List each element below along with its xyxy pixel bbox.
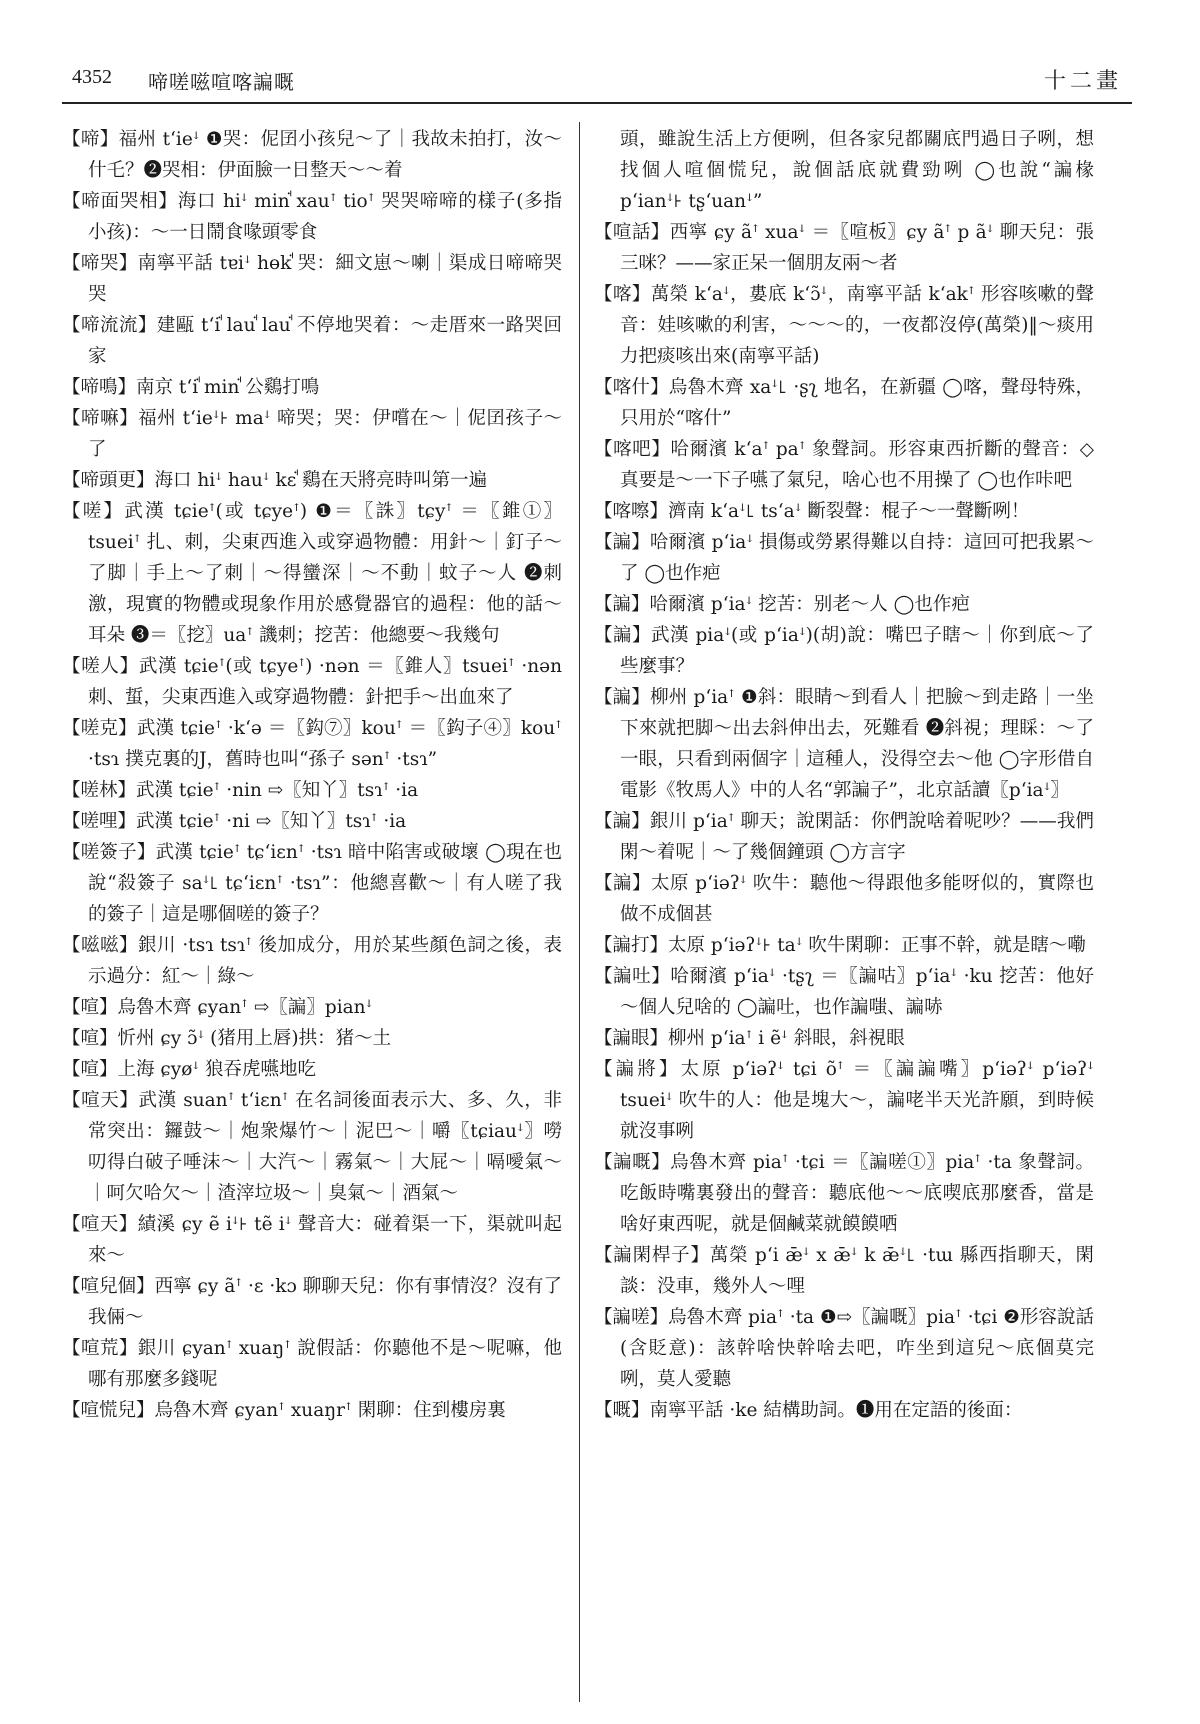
dictionary-entry: [62, 248, 562, 310]
entry-headword: 【喧】: [62, 1059, 118, 1080]
dictionary-entry: [62, 837, 562, 930]
entry-text: 烏魯木齊 ɕyanꜛ ⇨〖諞〗pianꜜ: [117, 997, 373, 1018]
entry-text: 西寧 ɕy ãꜛ ·ɛ ·kɔ 聊聊天兒：你有事情沒？沒有了我倆～: [88, 1276, 562, 1328]
dictionary-entry: [594, 682, 1094, 806]
entry-headword: 【啼鳴】: [62, 377, 137, 398]
entry-headword: 【啼面哭相】: [62, 191, 178, 212]
entry-text: 太原 pʻiəʔꜜ꜔ taꜜ 吹牛閑聊：正事不幹，就是瞎～嘞: [668, 935, 1086, 956]
entry-headword: 【啼流流】: [62, 315, 157, 336]
entry-headword: 【嗟克】: [62, 718, 137, 739]
dictionary-entry: [62, 1085, 562, 1209]
entry-text: 銀川 ·tsɿ tsɿꜛ 後加成分，用於某些顏色詞之後，表示過分：紅～｜綠～: [88, 935, 562, 987]
entry-text: 武漢 piaꜜ(或 pʻiaꜜ)(胡)說：嘴巴子瞎～｜你到底～了些麼事？: [620, 625, 1094, 677]
left-column: [62, 124, 562, 1426]
entry-headword: 【諞】: [594, 811, 650, 832]
dictionary-entry: [594, 279, 1094, 372]
entry-text: 武漢 tɕieꜛ tɕʻiɛnꜛ ·tsɿ 暗中陷害或破壞 ◯現在也說“殺簽子 saꜜ꜖ tɕʻiɛnꜛ ·tsɿ”：他總喜歡～｜有人嗟了我的簽子｜這是哪個嗟的簽子？: [88, 842, 562, 925]
entry-headword: 【喧話】: [594, 222, 670, 243]
dictionary-entry: [594, 961, 1094, 1023]
entry-text: 南寧平話 ·ke 結構助詞。❶用在定語的後面：: [649, 1400, 1023, 1421]
entry-headword: 【喧】: [62, 997, 118, 1018]
column-divider: [579, 122, 580, 1702]
entry-text: 萬榮 kʻaꜜ，婁底 kʻɔ̃ꜜ，南寧平話 kʻakꜛ 形容咳嗽的聲音：娃咳嗽的利害，～～～的，一夜都沒停(萬榮)‖～痰用力把痰咳出來(南寧平話): [620, 284, 1094, 367]
entry-text: 哈爾濱 kʻaꜛ paꜛ 象聲詞。形容東西折斷的聲音：◇真要是～一下子嚥了氣兒，啥心也不用操了 ◯也作咔吧: [620, 439, 1094, 491]
entry-text: 哈爾濱 pʻiaꜜ ·tʂʅ ＝〖諞咕〗pʻiaꜜ ·ku 挖苦：他好～個人兒啥的 ◯諞吐，也作諞嗤、諞哧: [620, 966, 1094, 1018]
entry-headword: 【嗟人】: [62, 656, 139, 677]
entry-headword: 【諞】: [594, 687, 651, 708]
dictionary-entry: [594, 1395, 1094, 1426]
entry-text: 太原 pʻiəʔꜜ tɕi õꜛ ＝〖諞諞嘴〗pʻiəʔꜜ pʻiəʔꜜ tsueiꜜ 吹牛的人：他是塊大～，諞咾半天光許願，到時候就沒事咧: [620, 1059, 1094, 1142]
entry-text: 福州 tʻieꜜ꜔ maꜜ 啼哭；哭：伊嚐在～｜伲囝孩子～了: [88, 408, 562, 460]
dictionary-entry: [62, 930, 562, 992]
entry-text: 武漢 tɕieꜛ(或 tɕyeꜛ) ·nən ＝〖錐人〗tsueiꜛ ·nən 刺、蜇，尖東西進入或穿過物體：針把手～出血來了: [88, 656, 562, 708]
dictionary-entry: [62, 310, 562, 372]
entry-headword: 【諞】: [594, 873, 651, 894]
entry-text: 南京 tʻiꜗ minꜗ 公鷄打鳴: [136, 377, 320, 398]
entry-headword: 【嗟林】: [62, 780, 137, 801]
header-characters: 啼嗟嗞喧喀諞嘅: [148, 70, 295, 94]
page-number: 4352: [72, 66, 112, 88]
dictionary-entry: [594, 372, 1094, 434]
dictionary-entry: [62, 124, 562, 186]
entry-headword: 【喧天】: [62, 1214, 138, 1235]
dictionary-entry: [594, 527, 1094, 589]
dictionary-entry: [62, 403, 562, 465]
dictionary-entry: [62, 1395, 562, 1426]
entry-headword: 【諞】: [594, 594, 650, 615]
entry-headword: 【諞】: [594, 625, 652, 646]
entry-text: 武漢 tɕieꜛ ·nin ⇨〖知丫〗tsɿꜛ ·ia: [136, 780, 419, 801]
dictionary-entry: [594, 868, 1094, 930]
dictionary-entry: [62, 465, 562, 496]
dictionary-entry: [62, 713, 562, 775]
entry-text: 武漢 tɕieꜛ ·kʻə ＝〖鈎⑦〗kouꜛ ＝〖鈎子④〗kouꜛ ·tsɿ 撲克裏的J，舊時也叫“孫子 sənꜛ ·tsɿ”: [88, 718, 562, 770]
entry-headword: 【喀】: [594, 284, 651, 305]
entry-headword: 【喧兒個】: [62, 1276, 155, 1297]
dictionary-entry: [62, 1271, 562, 1333]
entry-headword: 【諞】: [594, 532, 650, 553]
entry-text: 武漢 tɕieꜛ(或 tɕyeꜛ) ❶＝〖誅〗tɕyꜛ ＝〖錐①〗tsueiꜛ 扎、刺，尖東西進入或穿過物體：用針～｜釘子～了脚｜手上～了刺｜～得蠻深｜～不動｜蚊子～人 ❷刺激，現實的物體或現象作用於感覺器官的過程：他的話～耳朵 ❸＝〖挖〗uaꜛ 譏刺；挖苦：他總要～我幾句: [88, 501, 562, 646]
entry-headword: 【啼嘛】: [62, 408, 139, 429]
dictionary-entry: [594, 496, 1094, 527]
dictionary-entry: [594, 1054, 1094, 1147]
dictionary-entry: [62, 496, 562, 651]
dictionary-entry: [594, 434, 1094, 496]
entry-text: 南寧平話 tɐiꜜ hɵkꜗ 哭：細文崽～喇｜渠成日啼啼哭哭: [88, 253, 562, 305]
entry-text: 建甌 tʻiꜗ lauꜗ lauꜗ 不停地哭着：～走厝來一路哭回家: [88, 315, 562, 367]
entry-text: 烏魯木齊 piaꜛ ·tɕi ＝〖諞嗟①〗piaꜛ ·ta 象聲詞。吃飯時嘴裏發出的聲音：聽底他～～底喫底那麼香，當是啥好東西呢，就是個鹹菜就饃饃哂: [620, 1152, 1094, 1235]
dictionary-entry: [62, 1023, 562, 1054]
dictionary-entry: [62, 1054, 562, 1085]
dictionary-entry: [594, 124, 1094, 217]
entry-text: 哈爾濱 pʻiaꜜ 挖苦：别老～人 ◯也作疤: [649, 594, 970, 615]
entry-headword: 【諞吐】: [594, 966, 671, 987]
entry-text: 柳州 pʻiaꜛ ❶斜：眼睛～到看人｜把臉～到走路｜一坐下來就把脚～出去斜伸出去，死難看 ❷斜視；理睬：～了一眼，只看到兩個字｜這種人，没得空去～他 ◯字形借自電影《牧馬人》中的人名“郭諞子”，北京話讀〖pʻiaꜜ〗: [620, 687, 1094, 801]
entry-text: 烏魯木齊 piaꜛ ·ta ❶⇨〖諞嘅〗piaꜛ ·tɕi ❷形容說話(含貶意)：該幹啥快幹啥去吧，咋坐到這兒～底個莫完咧，莫人愛聽: [620, 1307, 1094, 1390]
dictionary-entry: [594, 1240, 1094, 1302]
entry-headword: 【嗟簽子】: [62, 842, 156, 863]
dictionary-entry: [594, 1147, 1094, 1240]
entry-headword: 【喀什】: [594, 377, 669, 398]
entry-headword: 【諞閑桿子】: [594, 1245, 710, 1266]
entry-headword: 【喧】: [62, 1028, 118, 1049]
dictionary-entry: [62, 651, 562, 713]
entry-text: 武漢 tɕieꜛ ·ni ⇨〖知丫〗tsɿꜛ ·ia: [136, 811, 407, 832]
dictionary-entry: [62, 186, 562, 248]
entry-headword: 【喧荒】: [62, 1338, 138, 1359]
entry-text: 哈爾濱 pʻiaꜜ 損傷或勞累得難以自持：這回可把我累～了 ◯也作疤: [620, 532, 1094, 584]
entry-text: 忻州 ɕy ɔ̃ꜜ (猪用上唇)拱：猪～土: [117, 1028, 392, 1049]
entry-text: 上海 ɕyøꜜ 狼吞虎嚥地吃: [117, 1059, 317, 1080]
entry-headword: 【喧天】: [62, 1090, 139, 1111]
entry-headword: 【諞嘅】: [594, 1152, 671, 1173]
entry-headword: 【嘅】: [594, 1400, 650, 1421]
dictionary-body: [62, 122, 1132, 1702]
entry-headword: 【諞打】: [594, 935, 669, 956]
dictionary-entry: [594, 930, 1094, 961]
stroke-section-title: 十二畫: [1043, 69, 1122, 94]
entry-text: 太原 pʻiəʔꜜ 吹牛：聽他～得跟他多能呀似的，實際也做不成個甚: [620, 873, 1094, 925]
entry-text: 烏魯木齊 xaꜜ꜖ ·ʂʅ 地名，在新疆 ◯喀，聲母特殊，只用於“喀什”: [620, 377, 1094, 429]
entry-text: 績溪 ɕy ẽ iꜜ꜔ tẽ iꜜ 聲音大：碰着渠一下，渠就叫起來～: [88, 1214, 562, 1266]
entry-text: 濟南 kʻaꜜ꜖ tsʻaꜜ 斷裂聲：棍子～一聲斷咧！: [668, 501, 1030, 522]
entry-headword: 【諞將】: [594, 1059, 681, 1080]
dictionary-entry: [594, 1302, 1094, 1395]
dictionary-entry: [594, 217, 1094, 279]
entry-text: 海口 hiꜜ hauꜜ kɛꜗ 鷄在天將亮時叫第一遍: [154, 470, 488, 491]
entry-headword: 【啼頭更】: [62, 470, 155, 491]
entry-headword: 【喀吧】: [594, 439, 671, 460]
dictionary-entry: [62, 992, 562, 1023]
entry-text: 武漢 suanꜛ tʻiɛnꜛ 在名詞後面表示大、多、久，非常突出：鑼鼓～｜炮衆爆竹～｜泥巴～｜嚼〖tɕiauꜜ〗嘮叨得白破子唾沫～｜大汽～｜霧氣～｜大屁～｜嗝噯氣～｜呵欠哈欠～｜渣滓垃圾～｜臭氣～｜酒氣～: [88, 1090, 562, 1204]
entry-text: 福州 tʻieꜜ ❶哭：伲囝小孩兒～了｜我故未拍打，汝～什乇？❷哭相：伊面臉一日整天～～着: [88, 129, 562, 181]
dictionary-entry: [594, 806, 1094, 868]
dictionary-entry: [594, 620, 1094, 682]
entry-headword: 【啼】: [62, 129, 119, 150]
dictionary-entry: [62, 775, 562, 806]
entry-text: 烏魯木齊 ɕyanꜛ xuaŋrꜛ 閑聊：住到樓房裏: [154, 1400, 506, 1421]
entry-headword: 【嗟哩】: [62, 811, 137, 832]
dictionary-entry: [594, 589, 1094, 620]
entry-text: 萬榮 pʻi ǣꜜ x ǣꜜ k ǣꜜ꜖ ·tɯ 縣西指聊天，閑談：没車，幾外人～哩: [620, 1245, 1094, 1297]
entry-headword: 【喧慌兒】: [62, 1400, 155, 1421]
entry-headword: 【喀嚓】: [594, 501, 669, 522]
dictionary-entry: [62, 1333, 562, 1395]
entry-headword: 【嗟】: [62, 501, 125, 522]
entry-text: 銀川 pʻiaꜛ 聊天；說閑話：你們說啥着呢吵？——我們閑～着呢｜～了幾個鐘頭 ◯方言字: [620, 811, 1094, 863]
dictionary-entry: [594, 1023, 1094, 1054]
entry-headword: 【諞眼】: [594, 1028, 669, 1049]
entry-text: 銀川 ɕyanꜛ xuaŋꜛ 說假話：你聽他不是～呢嘛，他哪有那麼多錢呢: [88, 1338, 562, 1390]
entry-text: 柳州 pʻiaꜛ i ẽꜜ 斜眼，斜視眼: [668, 1028, 905, 1049]
dictionary-entry: [62, 806, 562, 837]
entry-headword: 【啼哭】: [62, 253, 138, 274]
entry-text: 海口 hiꜜ minꜗ xauꜛ tioꜛ 哭哭啼啼的樣子(多指小孩)：～一日鬧食喙頭零食: [88, 191, 562, 243]
entry-headword: 【嗞嗞】: [62, 935, 139, 956]
dictionary-entry: [62, 1209, 562, 1271]
entry-headword: 【諞嗟】: [594, 1307, 669, 1328]
entry-text: 頭，雖說生活上方便咧，但各家兒都關底門過日子咧，想找個人喧個慌兒，說個話底就費勁咧 ◯也說“諞椽 pʻianꜜ꜔ tʂʻuanꜜ”: [620, 129, 1094, 212]
right-column: [594, 124, 1094, 1426]
running-head: [62, 66, 1132, 104]
dictionary-entry: [62, 372, 562, 403]
entry-text: 西寧 ɕy ãꜛ xuaꜜ ＝〖喧板〗ɕy ãꜛ p ãꜜ 聊天兒：張三咪？——家正呆一個朋友兩～者: [620, 222, 1094, 274]
